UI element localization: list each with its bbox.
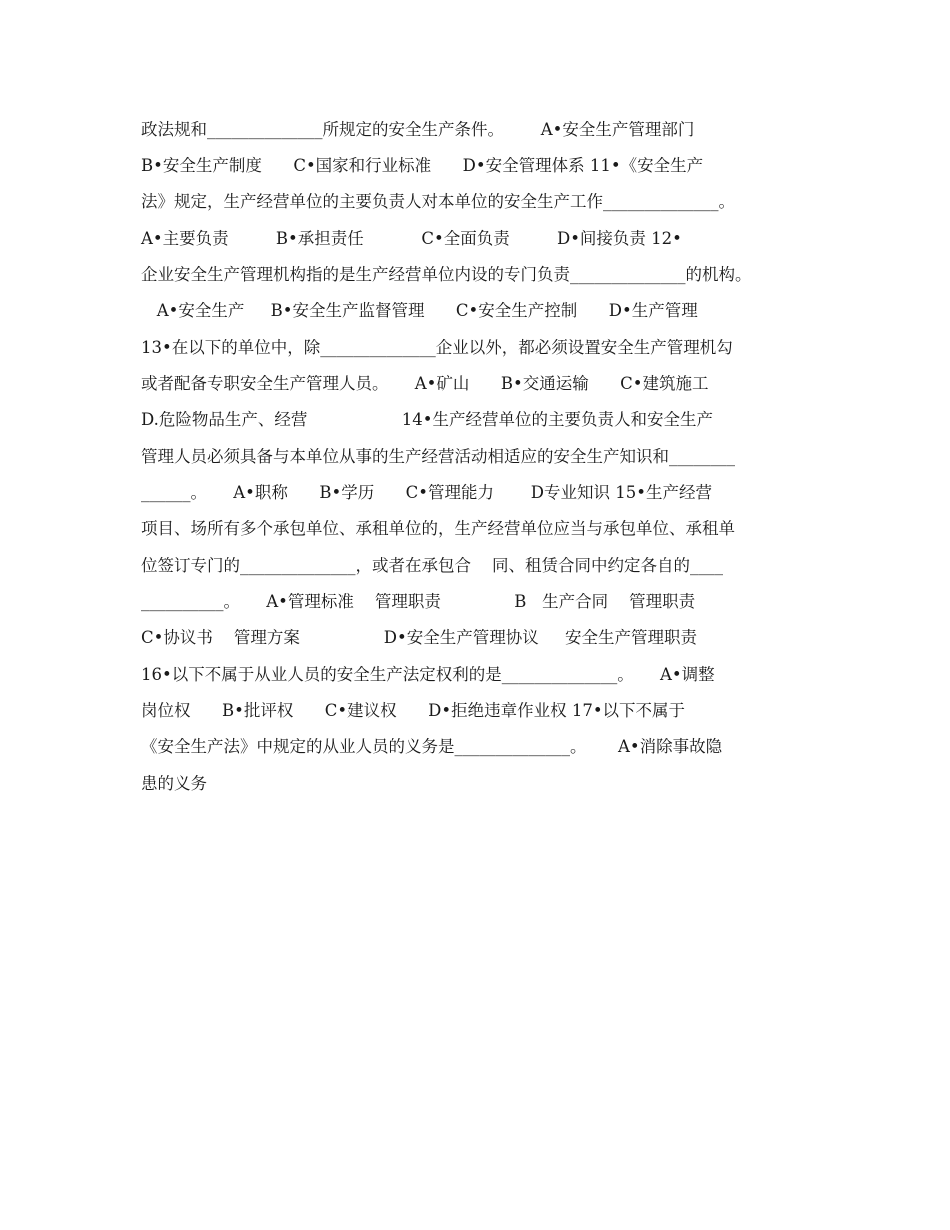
text-line: 法》规定，生产经营单位的主要负责人对本单位的安全生产工作______________。: [141, 192, 735, 211]
text-line: 《安全生产法》中规定的从业人员的义务是______________。 A•消除事故隐: [141, 737, 723, 756]
text-line: 岗位权 B•批评权 C•建议权 D•拒绝违章作业权 17•以下不属于: [141, 701, 686, 720]
text-line: 或者配备专职安全生产管理人员。 A•矿山 B•交通运输 C•建筑施工: [141, 374, 709, 393]
text-line: B•安全生产制度 C•国家和行业标准 D•安全管理体系 11•《安全生产: [141, 156, 704, 175]
text-line: A•主要负责 B•承担责任 C•全面负责 D•间接负责 12•: [141, 229, 682, 248]
text-line: 13•在以下的单位中，除______________企业以外，都必须设置安全生产管理机勾: [141, 338, 733, 357]
text-line: 政法规和______________所规定的安全生产条件。 A•安全生产管理部门: [141, 120, 695, 139]
text-line: A•安全生产 B•安全生产监督管理 C•安全生产控制 D•生产管理: [141, 301, 698, 320]
text-line: 位签订专门的______________，或者在承包合 同、租赁合同中约定各自的____: [141, 556, 723, 575]
text-line: 管理人员必须具备与本单位从事的生产经营活动相适应的安全生产知识和________: [141, 447, 735, 466]
text-line: 项目、场所有多个承包单位、承租单位的，生产经营单位应当与承包单位、承租单: [141, 519, 735, 538]
text-line: 患的义务: [141, 774, 207, 793]
text-line: C•协议书 管理方案 D•安全生产管理协议 安全生产管理职责: [141, 628, 697, 647]
text-line: 16•以下不属于从业人员的安全生产法定权利的是______________。 A•调整: [141, 665, 715, 684]
text-line: __________。 A•管理标准 管理职责 B 生产合同 管理职责: [141, 592, 696, 611]
text-line: ______。 A•职称 B•学历 C•管理能力 D专业知识 15•生产经营: [141, 483, 712, 502]
text-line: D.危险物品生产、经营 14•生产经营单位的主要负责人和安全生产: [141, 410, 714, 429]
text-line: 企业安全生产管理机构指的是生产经营单位内设的专门负责______________的机构。: [141, 265, 752, 284]
